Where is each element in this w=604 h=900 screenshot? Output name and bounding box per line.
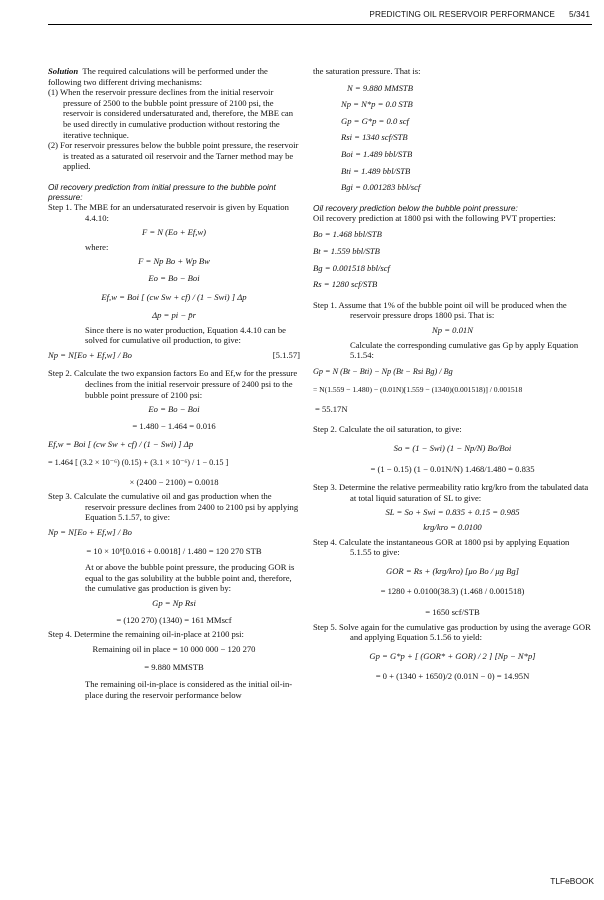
left-column bbox=[48, 66, 300, 700]
pvt-bo: Bo = 1.468 bbl/STB bbox=[313, 229, 382, 240]
initial-value-boi: Boi = 1.489 bbl/STB bbox=[341, 148, 413, 159]
pvt-bt: Bt = 1.559 bbl/STB bbox=[313, 245, 380, 256]
r-step-3-text: Step 3. Determine the relative permeability ratio krg/kro from the tabulated data at total liquid saturation of SL to give: bbox=[313, 482, 589, 503]
equation-eo: Eo = Bo − Boi bbox=[148, 272, 200, 283]
equation-gp: Gp = Np Rsi bbox=[152, 597, 196, 608]
initial-value-gp: Gp = G*p = 0.0 scf bbox=[341, 115, 409, 126]
r-step-4-gor-equation: GOR = Rs + (krg/kro) [μo Bo / μg Bg] bbox=[386, 565, 519, 576]
step-2-efw: Ef,w = Boi [ (cw Sw + cf) / (1 − Swi) ] Δp bbox=[48, 439, 194, 450]
page-number: 5/341 bbox=[569, 10, 590, 19]
r-step-1-text: Step 1. Assume that 1% of the bubble point oil will be produced when the reservoir pressure drops 1800 psi. That is: bbox=[313, 299, 567, 321]
step-3-np-value: = 10 × 10⁶[0.016 + 0.0018] / 1.480 = 120 270 STB bbox=[86, 545, 262, 556]
equation-np: Np = N[Eo + Ef,w] / Bo bbox=[48, 349, 132, 360]
r-step-2-so-value: = (1 − 0.15) (1 − 0.01N/N) 1.468/1.480 = 0.835 bbox=[370, 463, 535, 474]
step-2-text: Step 2. Calculate the two expansion factors Eo and Ef,w for the pressure declines from the initial reservoir pressure of 2400 psi to the bubble point pressure of 2100 psi: bbox=[48, 368, 298, 400]
where-label: where: bbox=[85, 241, 109, 252]
initial-value-bti: Bti = 1.489 bbl/STB bbox=[341, 165, 411, 176]
r-step-4-gor-value: = 1650 scf/STB bbox=[425, 607, 480, 617]
initial-value-rsi: Rsi = 1340 scf/STB bbox=[341, 132, 408, 143]
r-step-5-gp-equation: Gp = G*p + [ (GOR* + GOR) / 2 ] [Np − N*p] bbox=[369, 650, 536, 661]
step-2-efw-value: × (2400 − 2100) = 0.0018 bbox=[129, 476, 219, 487]
header-rule bbox=[48, 24, 592, 25]
header-title: PREDICTING OIL RESERVOIR PERFORMANCE bbox=[369, 10, 555, 19]
r-step-2-so: So = (1 − Swi) (1 − Np/N) Bo/Boi bbox=[393, 443, 512, 454]
r-step-4-gor-substitution: = 1280 + 0.0100(38.3) (1.468 / 0.001518) bbox=[380, 586, 525, 597]
step-4-text: Step 4. Determine the remaining oil-in-place at 2100 psi: bbox=[48, 629, 244, 640]
step-2-eo: Eo = Bo − Boi bbox=[148, 404, 200, 415]
r-step-1-gp-value: = 55.17N bbox=[315, 403, 348, 414]
r-step-5-gp-value: = 0 + (1340 + 1650)/2 (0.01N − 0) = 14.95N bbox=[375, 671, 530, 682]
equation-mbe: F = N (Eo + Ef,w) bbox=[141, 227, 207, 238]
section-title-above-bubble-point: Oil recovery prediction from initial pressure to the bubble point pressure: bbox=[48, 181, 276, 202]
equation-number: [5.1.57] bbox=[272, 349, 300, 360]
r-step-5-text: Step 5. Solve again for the cumulative gas production by using the average GOR and applying Equation 5.1.56 to yield: bbox=[313, 621, 591, 643]
running-header bbox=[0, 10, 590, 24]
r-step-4-text: Step 4. Calculate the instantaneous GOR at 1800 psi by applying Equation 5.1.55 to give: bbox=[313, 536, 570, 558]
step-2-eo-value: = 1.480 − 1.464 = 0.016 bbox=[132, 420, 216, 431]
step-3-text: Step 3. Calculate the cumulative oil and gas production when the reservoir pressure declines from 2400 to 2100 psi by applying Equation 5.1.57, to give: bbox=[48, 491, 299, 523]
section-2-intro: Oil recovery prediction at 1800 psi with the following PVT properties: bbox=[313, 212, 556, 223]
r-step-1-np: Np = 0.01N bbox=[432, 324, 473, 335]
r-step-3-sl: SL = So + Swi = 0.835 + 0.15 = 0.985 bbox=[385, 507, 520, 518]
step-3-np: Np = N[Eo + Ef,w] / Bo bbox=[48, 527, 132, 537]
footer-watermark: TLFeBOOK bbox=[550, 876, 594, 886]
remaining-oil-value: = 9.880 MMSTB bbox=[144, 662, 204, 673]
step-2-efw-substitution: = 1.464 [ (3.2 × 10⁻⁶) (0.15) + (3.1 × 10⁻⁶) / 1 − 0.15 ] bbox=[48, 458, 229, 468]
r-step-3-kratio: krg/kro = 0.0100 bbox=[423, 522, 482, 533]
remaining-oil-equation: Remaining oil in place = 10 000 000 − 120 270 bbox=[92, 643, 256, 654]
solution-paragraph bbox=[48, 66, 300, 87]
equation-f: F = Np Bo + Wp Bw bbox=[138, 256, 210, 267]
r-step-1-gp-substitution: = N(1.559 − 1.480) − (0.01N)[1.559 − (1340)(0.001518)] / 0.001518 bbox=[313, 385, 523, 395]
mechanism-item-2: (2) For reservoir pressures below the bubble point pressure, the reservoir is treated as a saturated oil reservoir and the Tarner method may be applied. bbox=[48, 140, 299, 172]
equation-gp-value: = (120 270) (1340) = 161 MMscf bbox=[116, 614, 232, 625]
pvt-rs: Rs = 1280 scf/STB bbox=[313, 279, 378, 290]
initial-value-bgi: Bgi = 0.001283 bbl/scf bbox=[341, 182, 421, 193]
paragraph-no-water: Since there is no water production, Equation 4.4.10 can be solved for cumulative oil production, to give: bbox=[85, 324, 286, 346]
r-step-2-text: Step 2. Calculate the oil saturation, to give: bbox=[313, 424, 462, 435]
step-1-text: Step 1. The MBE for an undersaturated reservoir is given by Equation 4.4.10: bbox=[48, 201, 289, 223]
r-step-1-gp-text: Calculate the corresponding cumulative gas Gp by apply Equation 5.1.54: bbox=[350, 339, 579, 361]
equation-efw: Ef,w = Boi [ (cw Sw + cf) / (1 − Swi) ] Δp bbox=[101, 291, 247, 302]
continued-text: the saturation pressure. That is: bbox=[313, 66, 421, 76]
equation-delta-p: Δp = pi − p̄r bbox=[152, 310, 196, 321]
initial-value-n: N = 9.880 MMSTB bbox=[347, 82, 413, 93]
mechanism-item-1: (1) When the reservoir pressure declines from the initial reservoir pressure of 2500 to the bubble point pressure of 2100 psi, the reservoir is considered undersaturated and, therefore, the MBE can be used directly in cumulative production without restoring the iterative technique. bbox=[48, 87, 294, 140]
equation-5-1-57 bbox=[48, 350, 300, 361]
r-step-1-gp-equation: Gp = N (Bt − Bti) − Np (Bt − Rsi Bg) / Bg bbox=[313, 366, 453, 376]
paragraph-gor: At or above the bubble point pressure, the producing GOR is equal to the gas solubility at the bubble point and, therefore, the cumulative gas production is given by: bbox=[85, 562, 295, 594]
solution-label: Solution bbox=[48, 66, 79, 76]
pvt-bg: Bg = 0.001518 bbl/scf bbox=[313, 262, 390, 273]
section-title-below-bubble-point: Oil recovery prediction below the bubble point pressure: bbox=[313, 202, 518, 213]
paragraph-remaining-oil: The remaining oil-in-place is considered as the initial oil-in-place during the reservoir performance below bbox=[85, 678, 293, 700]
right-column bbox=[313, 66, 592, 682]
solution-text: The required calculations will be performed under the following two different driving mechanisms: bbox=[48, 66, 268, 87]
initial-value-np: Np = N*p = 0.0 STB bbox=[341, 99, 413, 110]
